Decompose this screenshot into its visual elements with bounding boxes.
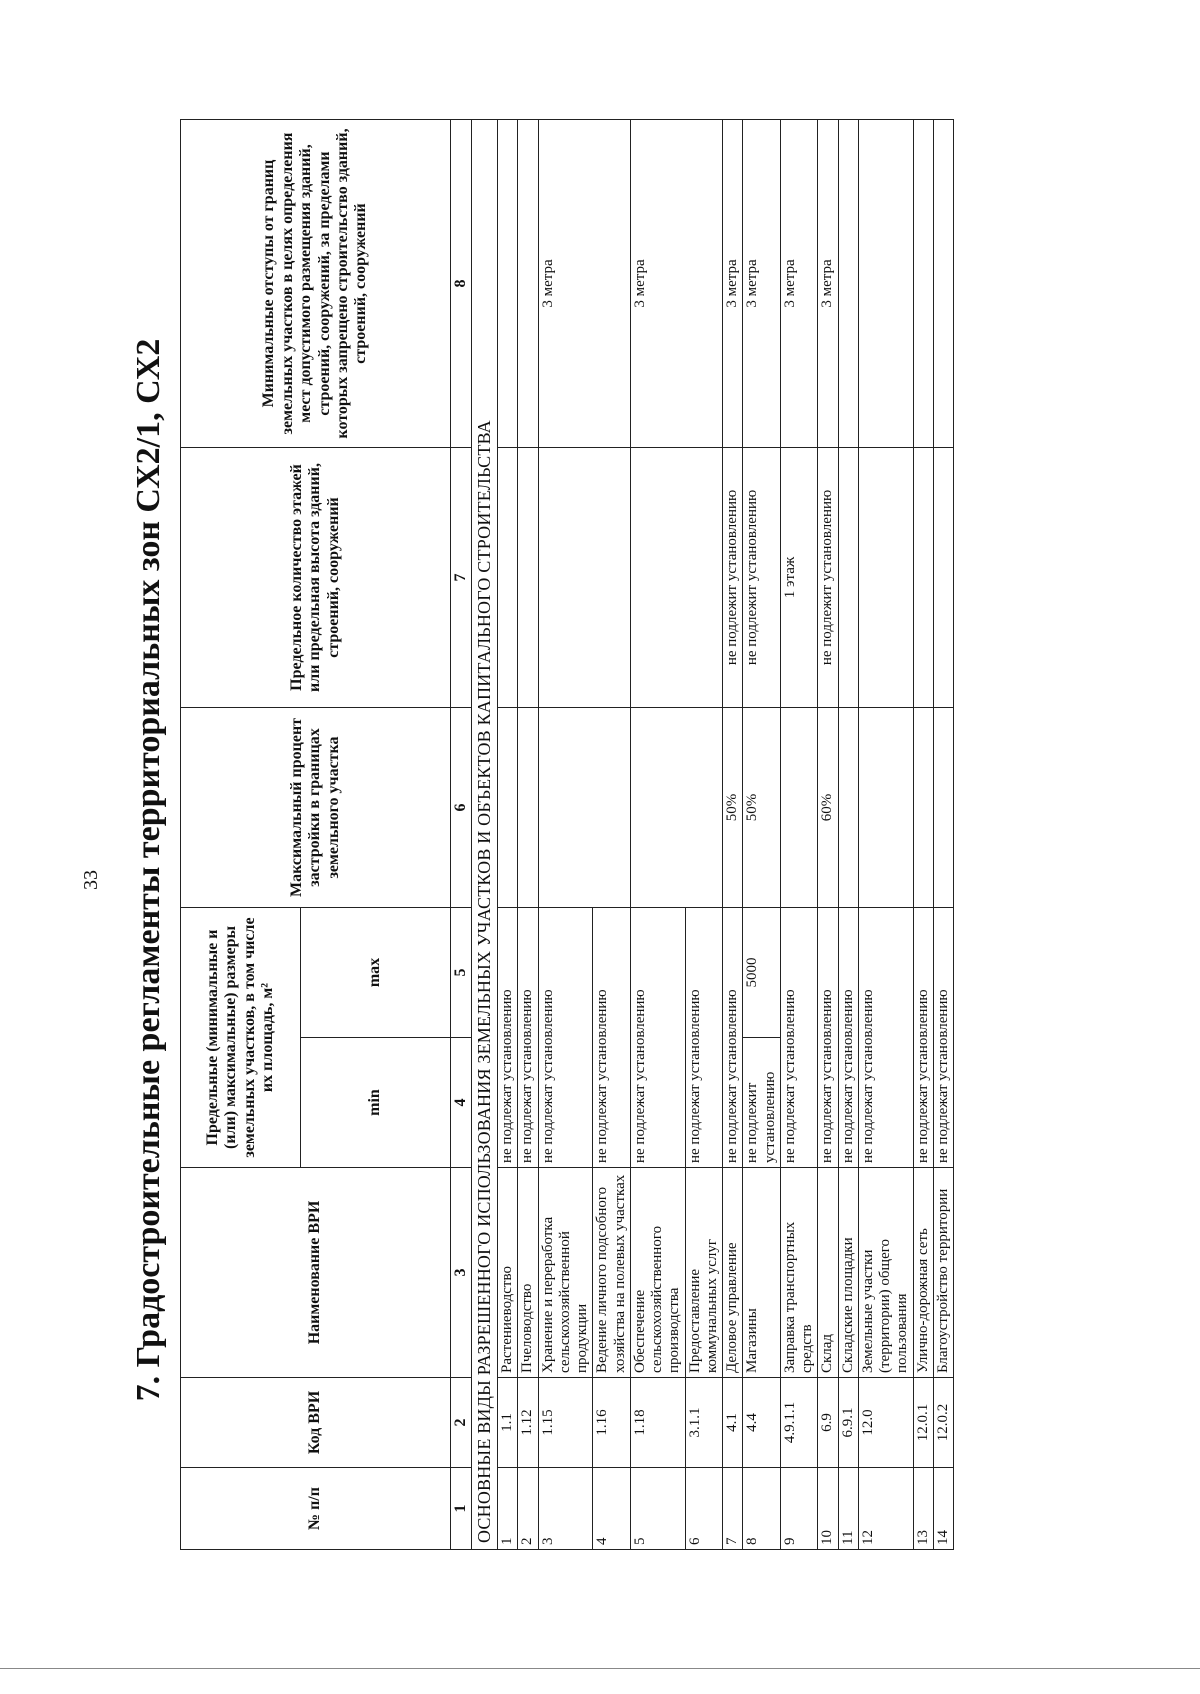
row-code: 1.16 xyxy=(593,1378,631,1468)
rotated-page xyxy=(0,80,1200,1680)
table-row xyxy=(743,119,781,1549)
row-setback: 3 метра xyxy=(780,119,818,447)
table-row xyxy=(858,119,913,1549)
row-name: Земельные участки (территории) общего пользования xyxy=(858,1168,913,1378)
header-code: Код ВРИ xyxy=(181,1378,451,1468)
section-title: ОСНОВНЫЕ ВИДЫ РАЗРЕШЕННОГО ИСПОЛЬЗОВАНИЯ ЗЕМЕЛЬНЫХ УЧАСТКОВ И ОБЪЕКТОВ КАПИТАЛЬНОГО СТРОИТЕЛЬСТВА xyxy=(472,119,498,1549)
row-floors xyxy=(858,447,913,707)
table-row xyxy=(933,119,953,1549)
row-size: не подлежат установлению xyxy=(723,907,743,1167)
table-row xyxy=(838,119,858,1549)
row-code: 12.0 xyxy=(858,1378,913,1468)
table-row xyxy=(518,119,538,1549)
row-percent xyxy=(518,707,538,907)
row-percent xyxy=(780,707,818,907)
row-code: 1.1 xyxy=(498,1378,518,1468)
row-number: 8 xyxy=(743,1468,781,1550)
row-name: Предоставление коммунальных услуг xyxy=(685,1168,723,1378)
row-number: 9 xyxy=(780,1468,818,1550)
column-number: 4 xyxy=(451,1038,472,1168)
row-name: Склад xyxy=(818,1168,838,1378)
row-size: не подлежат установлению xyxy=(593,907,631,1167)
row-code: 6.9.1 xyxy=(838,1378,858,1468)
row-number: 10 xyxy=(818,1468,838,1550)
row-percent: 60% xyxy=(818,707,838,907)
row-setback xyxy=(858,119,913,447)
row-number: 11 xyxy=(838,1468,858,1550)
row-min: не подлежит установлению xyxy=(743,1038,781,1168)
row-number: 5 xyxy=(630,1468,685,1550)
row-setback: 3 метра xyxy=(630,119,722,447)
row-size: не подлежат установлению xyxy=(838,907,858,1167)
row-floors xyxy=(933,447,953,707)
row-floors: не подлежит установлению xyxy=(723,447,743,707)
row-size: не подлежат установлению xyxy=(538,907,593,1167)
row-setback xyxy=(498,119,518,447)
column-number: 8 xyxy=(451,119,472,447)
row-percent xyxy=(538,707,630,907)
row-number: 13 xyxy=(913,1468,933,1550)
row-name: Складские площадки xyxy=(838,1168,858,1378)
row-code: 12.0.2 xyxy=(933,1378,953,1468)
row-floors xyxy=(838,447,858,707)
row-size: не подлежат установлению xyxy=(685,907,723,1167)
row-name: Пчеловодство xyxy=(518,1168,538,1378)
row-number: 4 xyxy=(593,1468,631,1550)
regulations-table xyxy=(180,119,954,1550)
row-size: не подлежат установлению xyxy=(933,907,953,1167)
page-number: 33 xyxy=(80,870,102,890)
header-name: Наименование ВРИ xyxy=(181,1168,451,1378)
table-row xyxy=(498,119,518,1549)
column-number: 2 xyxy=(451,1378,472,1468)
row-floors: 1 этаж xyxy=(780,447,818,707)
row-setback: 3 метра xyxy=(818,119,838,447)
row-code: 3.1.1 xyxy=(685,1378,723,1468)
row-code: 4.1 xyxy=(723,1378,743,1468)
row-setback: 3 метра xyxy=(743,119,781,447)
row-code: 1.15 xyxy=(538,1378,593,1468)
row-number: 12 xyxy=(858,1468,913,1550)
table-row xyxy=(538,119,593,1549)
row-floors xyxy=(498,447,518,707)
row-percent: 50% xyxy=(743,707,781,907)
scan-bottom-edge xyxy=(0,1668,1200,1669)
row-name: Улично-дорожная сеть xyxy=(913,1168,933,1378)
table-row xyxy=(913,119,933,1549)
row-number: 1 xyxy=(498,1468,518,1550)
row-size: не подлежат установлению xyxy=(498,907,518,1167)
row-floors xyxy=(538,447,630,707)
page-title: 7. Градостроительные регламенты территориальных зон СХ2/1, СХ2 xyxy=(130,338,167,1402)
row-size: не подлежат установлению xyxy=(630,907,685,1167)
row-number: 3 xyxy=(538,1468,593,1550)
row-setback xyxy=(933,119,953,447)
row-code: 6.9 xyxy=(818,1378,838,1468)
row-size: не подлежат установлению xyxy=(858,907,913,1167)
row-name: Растениеводство xyxy=(498,1168,518,1378)
row-name: Ведение личного подсобного хозяйства на полевых участках xyxy=(593,1168,631,1378)
row-name: Обеспечение сельскохозяйственного производства xyxy=(630,1168,685,1378)
row-floors xyxy=(913,447,933,707)
column-number: 3 xyxy=(451,1168,472,1378)
row-percent xyxy=(630,707,722,907)
row-percent xyxy=(858,707,913,907)
row-size: не подлежат установлению xyxy=(780,907,818,1167)
row-setback: 3 метра xyxy=(723,119,743,447)
table-row xyxy=(723,119,743,1549)
header-sizes: Предельные (минимальные и (или) максимальные) размеры земельных участков, в том числе их площадь, м² xyxy=(181,907,301,1167)
header-num: № п/п xyxy=(181,1468,451,1550)
header-percent: Максимальный процент застройки в границах земельного участка xyxy=(181,707,451,907)
row-number: 7 xyxy=(723,1468,743,1550)
row-setback xyxy=(518,119,538,447)
table-row xyxy=(818,119,838,1549)
row-setback xyxy=(838,119,858,447)
row-size: не подлежат установлению xyxy=(913,907,933,1167)
row-floors xyxy=(518,447,538,707)
row-percent xyxy=(498,707,518,907)
header-max: max xyxy=(301,907,451,1037)
row-name: Заправка транспортных средств xyxy=(780,1168,818,1378)
row-code: 1.18 xyxy=(630,1378,685,1468)
row-code: 12.0.1 xyxy=(913,1378,933,1468)
header-setback: Минимальные отступы от границ земельных участков в целях определения мест допустимого размещения зданий, строений, сооружений, за пределами которых запрещено строительство зданий, строений, сооружений xyxy=(181,119,451,447)
header-min: min xyxy=(301,1038,451,1168)
row-percent xyxy=(933,707,953,907)
row-percent xyxy=(838,707,858,907)
row-number: 2 xyxy=(518,1468,538,1550)
column-number: 5 xyxy=(451,907,472,1037)
row-size: не подлежат установлению xyxy=(818,907,838,1167)
row-name: Хранение и переработка сельскохозяйственной продукции xyxy=(538,1168,593,1378)
row-percent xyxy=(913,707,933,907)
row-max: 5000 xyxy=(743,907,781,1037)
table-row xyxy=(780,119,818,1549)
row-floors: не подлежит установлению xyxy=(818,447,838,707)
row-code: 4.9.1.1 xyxy=(780,1378,818,1468)
column-number: 1 xyxy=(451,1468,472,1550)
row-setback: 3 метра xyxy=(538,119,630,447)
row-name: Магазины xyxy=(743,1168,781,1378)
row-code: 1.12 xyxy=(518,1378,538,1468)
row-floors: не подлежит установлению xyxy=(743,447,781,707)
row-name: Деловое управление xyxy=(723,1168,743,1378)
row-name: Благоустройство территории xyxy=(933,1168,953,1378)
column-number: 7 xyxy=(451,447,472,707)
row-percent: 50% xyxy=(723,707,743,907)
row-setback xyxy=(913,119,933,447)
table-row xyxy=(630,119,685,1549)
header-floors: Предельное количество этажей или предельная высота зданий, строений, сооружений xyxy=(181,447,451,707)
row-code: 4.4 xyxy=(743,1378,781,1468)
row-size: не подлежат установлению xyxy=(518,907,538,1167)
row-number: 14 xyxy=(933,1468,953,1550)
row-number: 6 xyxy=(685,1468,723,1550)
row-floors xyxy=(630,447,722,707)
column-number: 6 xyxy=(451,707,472,907)
